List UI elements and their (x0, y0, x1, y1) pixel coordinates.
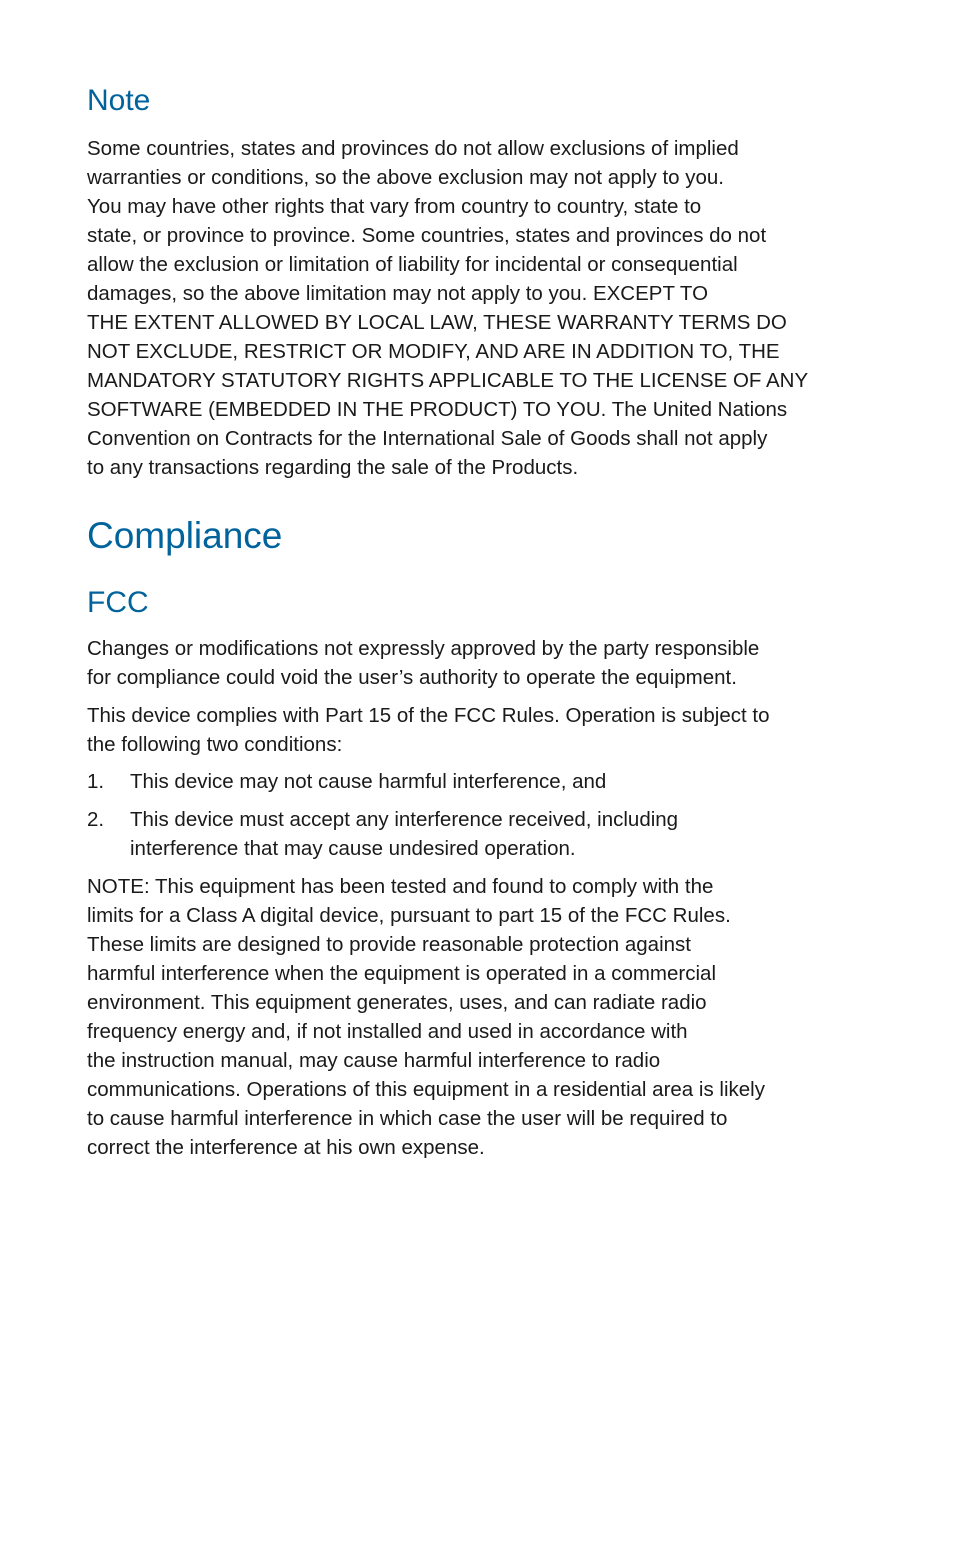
compliance-heading: Compliance (87, 515, 283, 556)
list-item-text: This device must accept any interference received, including interference that may cause undesired operation. (130, 808, 679, 860)
list-item-number: 2. (87, 808, 105, 831)
note-heading: Note (87, 84, 151, 117)
note-body: Some countries, states and provinces do not allow exclusions of implied warranties or conditions, so the above exclusion may not apply to you. You may have other rights that vary from country to country, state to state, or province to province. Some countries, states and provinces do not allow the exclusion or limitation of liability for incidental or consequential damages, so the above limitation may not apply to you. EXCEPT TO THE EXTENT ALLOWED BY LOCAL LAW, THESE WARRANTY TERMS DO NOT EXCLUDE, RESTRICT OR MODIFY, AND ARE IN ADDITION TO, THE MANDATORY STATUTORY RIGHTS APPLICABLE TO THE LICENSE OF ANY SOFTWARE (EMBEDDED IN THE PRODUCT) TO YOU. The United Nations Convention on Contracts for the International Sale of Goods shall not apply to any transactions regarding the sale of the Products. (87, 137, 809, 479)
fcc-heading: FCC (87, 586, 149, 619)
conditions-list (87, 767, 877, 863)
document-page (87, 82, 877, 1162)
list-item (87, 805, 877, 863)
fcc-part15-paragraph: This device complies with Part 15 of the FCC Rules. Operation is subject to the following two conditions: (87, 704, 770, 756)
list-item (87, 767, 877, 796)
fcc-changes-paragraph: Changes or modifications not expressly approved by the party responsible for compliance could void the user’s authority to operate the equipment. (87, 637, 760, 689)
list-item-text: This device may not cause harmful interference, and (130, 770, 607, 793)
list-item-number: 1. (87, 770, 105, 793)
fcc-class-a-note: NOTE: This equipment has been tested and found to comply with the limits for a Class A digital device, pursuant to part 15 of the FCC Rules. These limits are designed to provide reasonable protection against harmful interference when the equipment is operated in a commercial environment. This equipment generates, uses, and can radiate radio frequency energy and, if not installed and used in accordance with the instruction manual, may cause harmful interference to radio communications. Operations of this equipment in a residential area is likely to cause harmful interference in which case the user will be required to correct the interference at his own expense. (87, 875, 765, 1159)
